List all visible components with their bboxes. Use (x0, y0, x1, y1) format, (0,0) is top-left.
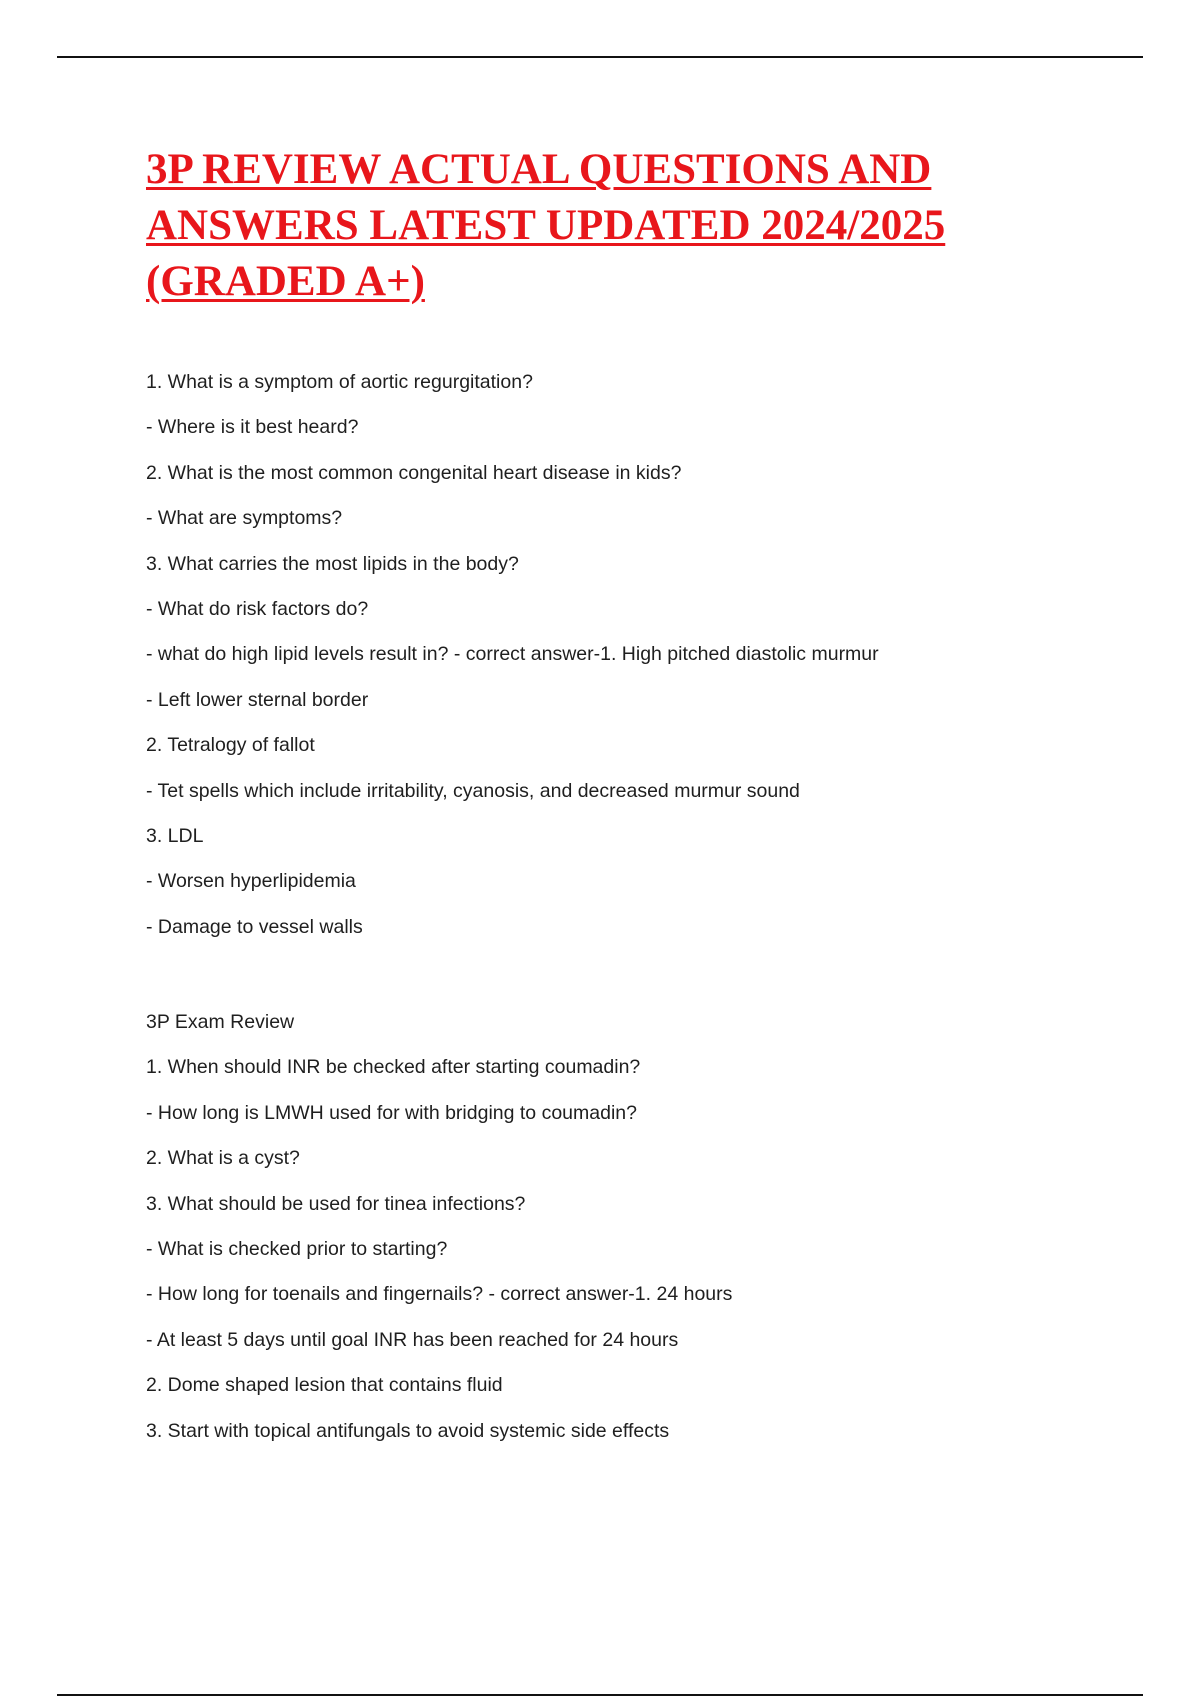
text-line: 2. What is a cyst? (146, 1147, 300, 1170)
text-line: - Tet spells which include irritability, cyanosis, and decreased murmur sound (146, 779, 800, 802)
qa-section-1 (146, 360, 1126, 950)
text-line: - Where is it best heard? (146, 416, 359, 439)
text-line: - Worsen hyperlipidemia (146, 870, 356, 893)
text-line: - what do high lipid levels result in? - correct answer-1. High pitched diastolic murmur (146, 643, 879, 666)
text-line: - What do risk factors do? (146, 597, 369, 620)
title-line: (GRADED A+) (146, 258, 425, 305)
text-line: - Left lower sternal border (146, 688, 369, 711)
qa-section-2 (146, 1000, 1126, 1454)
text-line: - How long is LMWH used for with bridging to coumadin? (146, 1101, 637, 1124)
text-line: 2. What is the most common congenital heart disease in kids? (146, 461, 682, 484)
text-line: 1. What is a symptom of aortic regurgitation? (146, 371, 533, 393)
text-line: - Damage to vessel walls (146, 915, 363, 938)
title-line: ANSWERS LATEST UPDATED 2024/2025 (146, 202, 946, 249)
top-rule (57, 56, 1143, 58)
text-line: - How long for toenails and fingernails? - correct answer-1. 24 hours (146, 1283, 733, 1306)
bottom-rule (57, 1694, 1143, 1696)
text-line: - What is checked prior to starting? (146, 1237, 448, 1260)
text-line: 1. When should INR be checked after starting coumadin? (146, 1056, 641, 1079)
text-line: 3. What carries the most lipids in the body? (146, 552, 519, 575)
text-line: 3. LDL (146, 824, 204, 847)
document-title (146, 142, 1046, 310)
title-line: 3P REVIEW ACTUAL QUESTIONS AND (146, 146, 932, 193)
text-line: 3. What should be used for tinea infections? (146, 1192, 526, 1215)
text-line: 2. Tetralogy of fallot (146, 734, 315, 757)
text-line: 3. Start with topical antifungals to avoid systemic side effects (146, 1419, 670, 1442)
section-heading: 3P Exam Review (146, 1011, 295, 1033)
text-line: 2. Dome shaped lesion that contains fluid (146, 1374, 503, 1397)
text-line: - At least 5 days until goal INR has been reached for 24 hours (146, 1328, 679, 1351)
text-line: - What are symptoms? (146, 507, 343, 530)
